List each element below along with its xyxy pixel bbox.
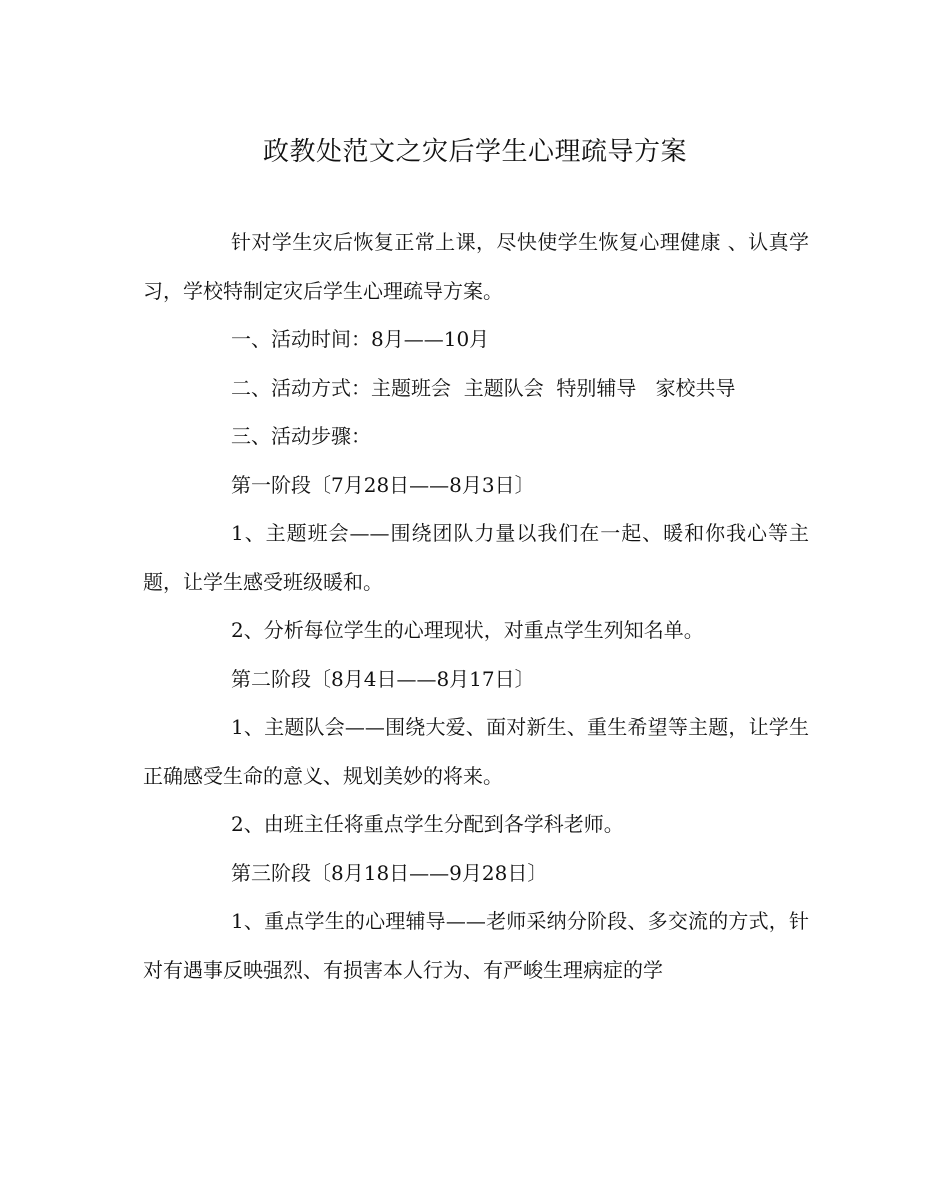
paragraph-stage-two-heading: 第二阶段〔8月4日——8月17日〕 — [231, 666, 535, 691]
paragraph-stage-one-item-1: 1、主题班会——围绕团队力量以我们在一起、暖和你我心等主题，让学生感受班级暖和。 — [143, 521, 809, 594]
paragraph-stage-two-item-2: 2、由班主任将重点学生分配到各学科老师。 — [231, 812, 624, 836]
paragraph-stage-three-item-1: 1、重点学生的心理辅导——老师采纳分阶段、多交流的方式，针对有遇事反映强烈、有损害本人行为、有严峻生理病症的学 — [143, 909, 809, 982]
paragraph-intro: 针对学生灾后恢复正常上课，尽快使学生恢复心理健康 、认真学习，学校特制定灾后学生心理疏导方案。 — [143, 230, 809, 303]
paragraph-activity-method: 二、活动方式：主题班会 主题队会 特别辅导 家校共导 — [231, 375, 736, 400]
paragraph-activity-steps: 三、活动步骤： — [231, 424, 371, 448]
document-body — [143, 218, 809, 994]
paragraph-stage-two-item-1: 1、主题队会——围绕大爱、面对新生、重生希望等主题，让学生正确感受生命的意义、规划美妙的将来。 — [143, 715, 809, 788]
paragraph-stage-one-item-2: 2、分析每位学生的心理现状，对重点学生列知名单。 — [231, 618, 704, 642]
paragraph-stage-one-heading: 第一阶段〔7月28日——8月3日〕 — [231, 472, 535, 497]
paragraph-activity-time: 一、活动时间：8月——10月 — [231, 327, 490, 351]
paragraph-stage-three-heading: 第三阶段〔8月18日——9月28日〕 — [231, 860, 548, 885]
document-title: 政教处范文之灾后学生心理疏导方案 — [262, 137, 687, 167]
